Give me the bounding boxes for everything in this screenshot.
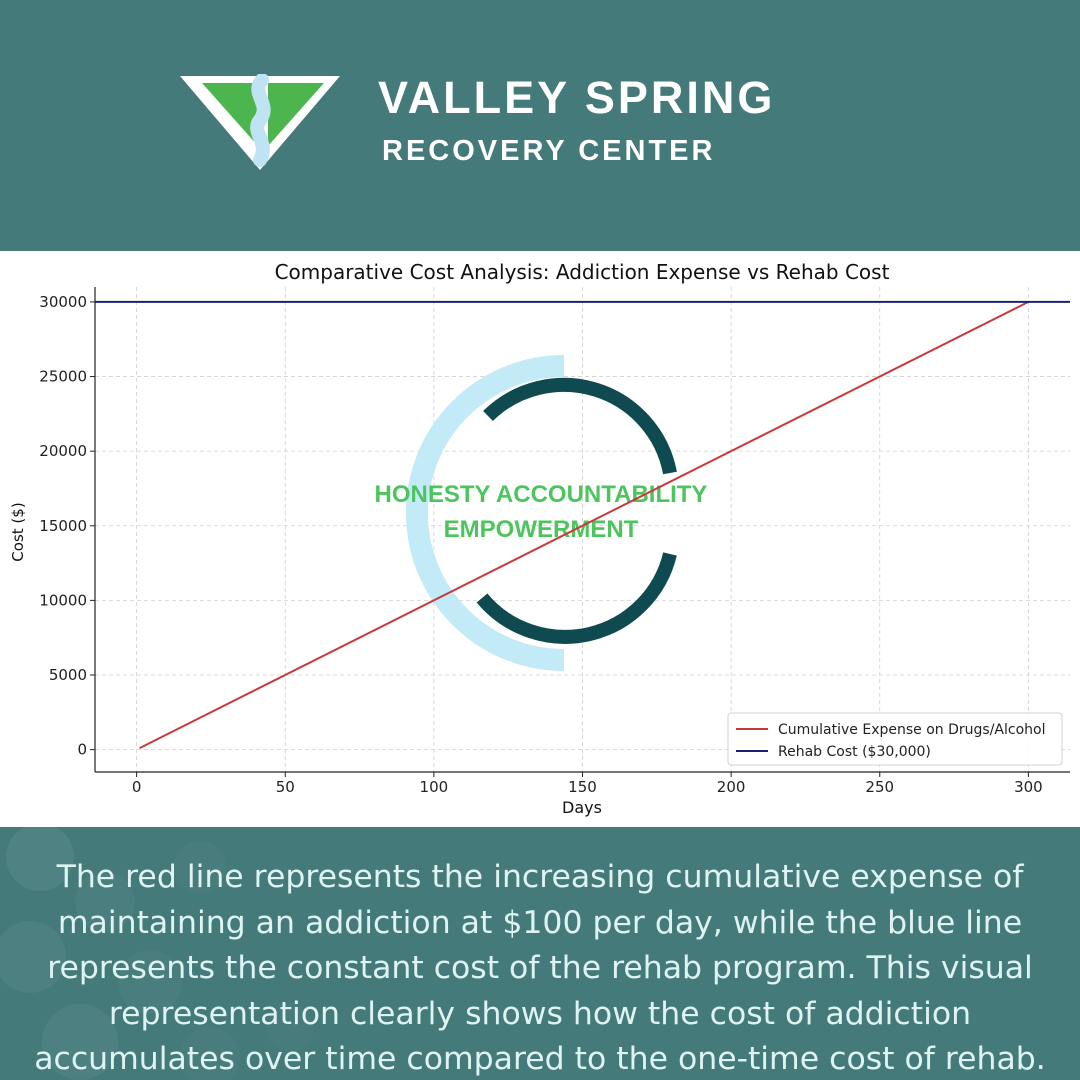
x-tick-label: 300 [1014, 778, 1043, 796]
x-tick-label: 50 [275, 778, 295, 796]
y-tick-label: 30000 [39, 292, 87, 311]
brand-subtitle: RECOVERY CENTER [382, 135, 716, 167]
footer-caption: The red line represents the increasing cumulative expense of maintaining an addiction at $100 per day, while the blue line represents the constant cost of the rehab program. This visual representation clearly shows how the cost of addiction accumulates over time compared to the one-time cost of rehab. [34, 859, 1046, 1077]
x-tick-label: 100 [419, 778, 449, 796]
y-tick-label: 25000 [39, 367, 87, 386]
footer-banner [0, 827, 1080, 1080]
watermark-layer [375, 366, 708, 660]
chart-title: Comparative Cost Analysis: Addiction Expense vs Rehab Cost [274, 260, 890, 284]
watermark-line2: EMPOWERMENT [443, 516, 639, 543]
header-banner [0, 0, 1080, 251]
cost-comparison-chart [0, 251, 1080, 827]
legend-label-rehab: Rehab Cost ($30,000) [778, 744, 931, 760]
watermark-dark-arc-bottom [482, 554, 670, 637]
x-tick-label: 200 [716, 778, 746, 796]
watermark-dark-arc-top [488, 385, 670, 473]
y-axis-label: Cost ($) [9, 502, 27, 562]
brand-name: VALLEY SPRING [378, 72, 776, 123]
legend [728, 713, 1062, 765]
y-tick-label: 15000 [39, 516, 87, 535]
valley-spring-logo-icon [180, 74, 340, 170]
x-tick-label: 150 [568, 778, 597, 796]
watermark-line1: HONESTY ACCOUNTABILITY [374, 481, 708, 508]
y-tick-label: 0 [77, 740, 87, 759]
y-tick-label: 5000 [48, 666, 87, 684]
y-tick-label: 20000 [39, 442, 87, 461]
cumulative-expense-line [140, 302, 1029, 748]
legend-label-cumulative: Cumulative Expense on Drugs/Alcohol [778, 722, 1046, 738]
x-tick-label: 250 [865, 778, 895, 796]
x-axis-label: Days [562, 798, 602, 817]
x-tick-label: 0 [131, 778, 142, 796]
y-tick-label: 10000 [39, 591, 87, 610]
chart-panel [0, 251, 1080, 827]
